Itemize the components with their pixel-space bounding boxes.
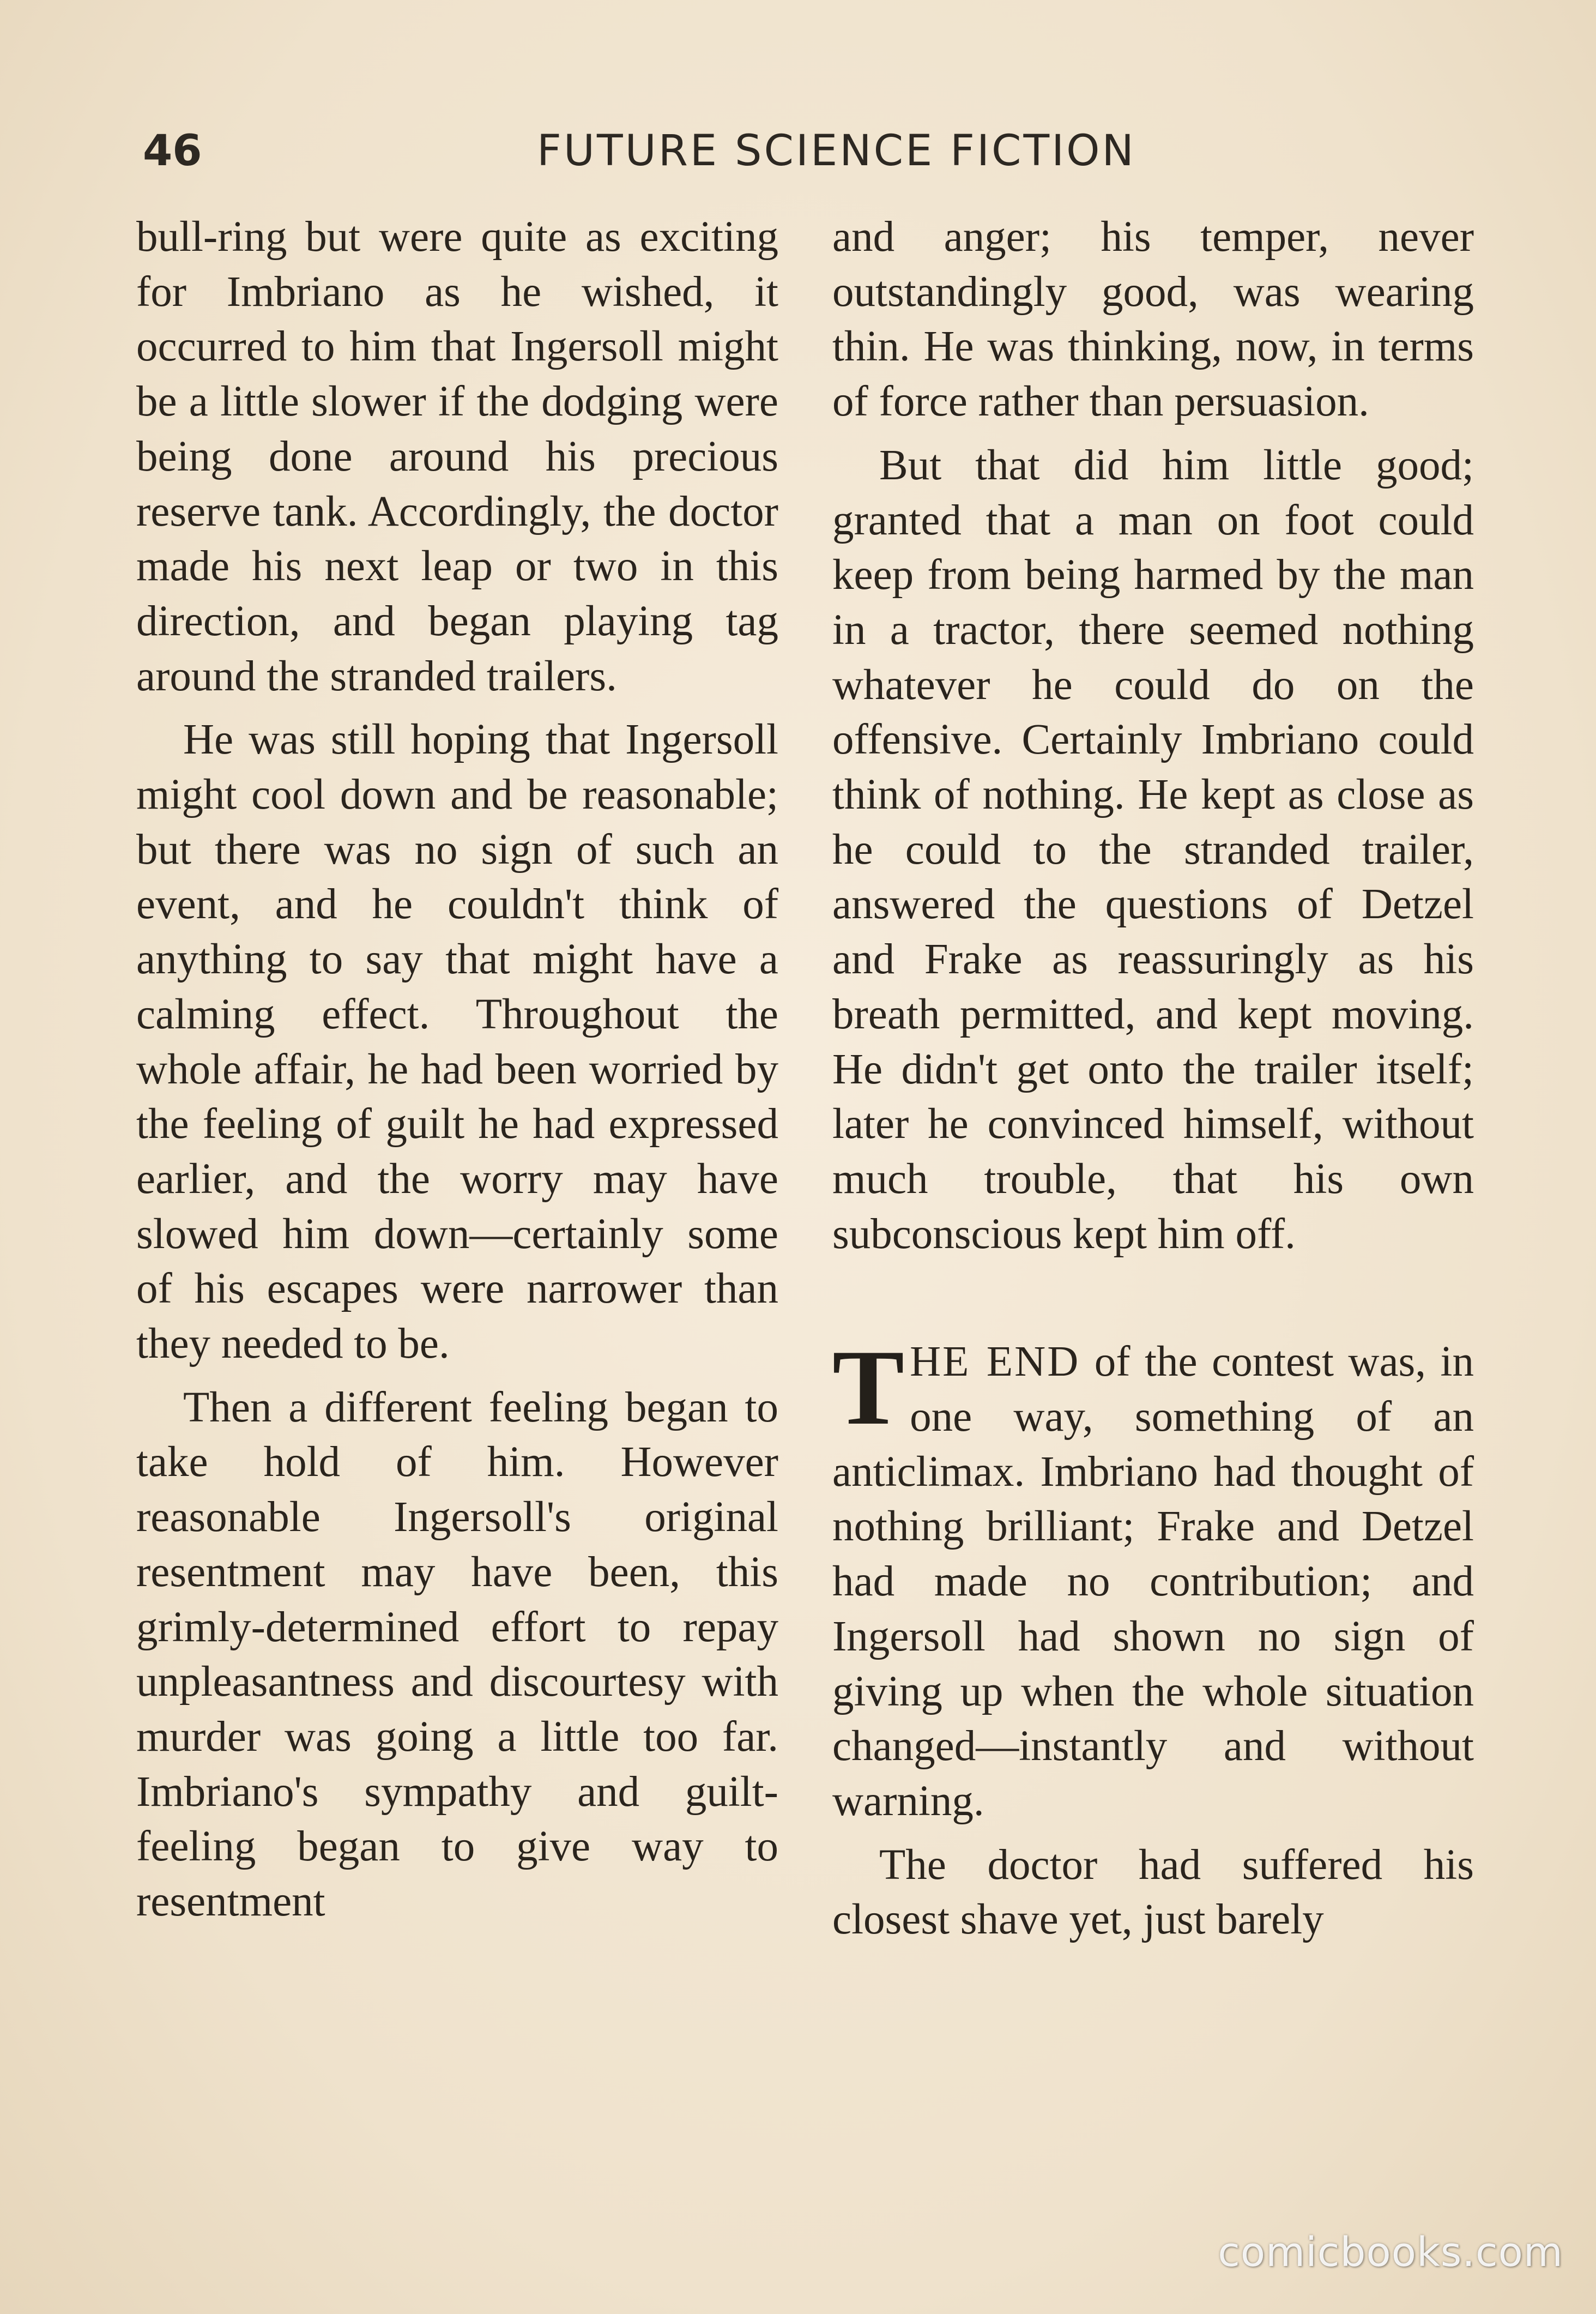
running-title: FUTURE SCIENCE FICTION [537, 126, 1136, 176]
left-column [136, 210, 778, 1930]
small-caps-lead: HE END [910, 1338, 1080, 1386]
drop-cap: T [832, 1328, 905, 1448]
section-break [832, 1262, 1474, 1335]
paragraph: and anger; his temper, never outstandingly good, was wearing thin. He was thinking, now, in terms of force rather than persuasion. [832, 213, 1474, 426]
paragraph: Then a different feeling began to take hold of him. However reasonable Ingersoll's original resentment may have been, this grimly-determined effort to repay unpleasantness and discourtesy with murder was going a little too far. Imbriano's sympathy and guilt-feeling began to give way to resentment [136, 1383, 778, 1926]
right-column [832, 210, 1474, 1948]
page-header [0, 126, 1596, 192]
paragraph: He was still hoping that Ingersoll might cool down and be reasonable; but there was no sign of such an event, and he couldn't think of anything to say that might have a calming effect. Throughout the whole affair, he had been worried by the feeling of guilt he had expressed earlier, and the worry may have slowed him down—certainly some of his escapes were narrower than they needed to be. [136, 716, 778, 1368]
paragraph: bull-ring but were quite as exciting for Imbriano as he wished, it occurred to him that Ingersoll might be a little slower if the dodging were being done around his precious reserve tank. Accordingly, the doctor made his next leap or two in this direction, and began playing tag around the stranded trailers. [136, 213, 778, 700]
page-number: 46 [143, 126, 202, 176]
paragraph: But that did him little good; granted that a man on foot could keep from being harmed by the man in a tractor, there seemed nothing whatever he could do on the offensive. Certainly Imbriano could think of nothing. He kept as close as he could to the stranded trailer, answered the questions of Detzel and Frake as reassuringly as his breath permitted, and kept moving. He didn't get onto the trailer itself; later he convinced himself, without much trouble, that his own subconscious kept him off. [832, 441, 1474, 1258]
paragraph: The doctor had suffered his closest shave yet, just barely [832, 1841, 1474, 1944]
section-opening-paragraph [832, 1328, 1474, 1829]
paragraph-text: of the contest was, in one way, something of an anticlimax. Imbriano had thought of nothing brilliant; Frake and Detzel had made no contribution; and Ingersoll had shown no sign of giving up when the whole situation changed—instantly and without warning. [832, 1338, 1474, 1825]
watermark: comicbooks.com [1218, 2229, 1563, 2276]
